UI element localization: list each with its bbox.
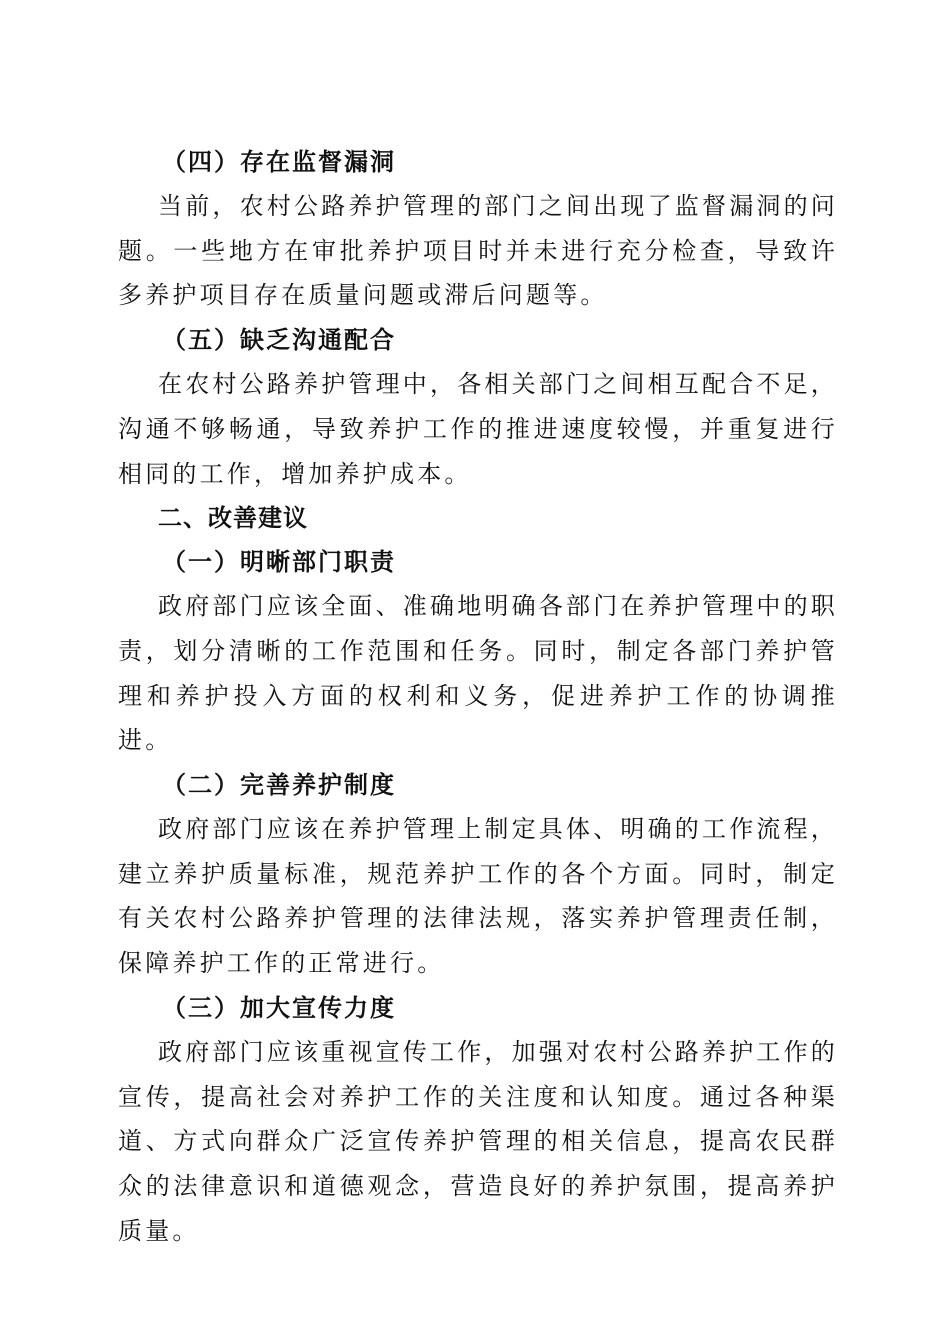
section-paragraph-improve-maintenance-system: 政府部门应该在养护管理上制定具体、明确的工作流程，建立养护质量标准，规范养护工作的各个方面。同时，制定有关农村公路养护管理的法律法规，落实养护管理责任制，保障养护工作的正常进行。 <box>118 815 838 978</box>
section-heading-clarify-responsibilities: （一）明晰部门职责 <box>162 547 396 577</box>
section-heading-lack-of-coordination: （五）缺乏沟通配合 <box>162 325 396 355</box>
part-heading-improvement-suggestions: 二、改善建议 <box>158 503 308 533</box>
section-paragraph-supervision-gaps: 当前，农村公路养护管理的部门之间出现了监督漏洞的问题。一些地方在审批养护项目时并未进行充分检查，导致许多养护项目存在质量问题或滞后问题等。 <box>118 192 838 310</box>
document-body <box>118 140 838 1253</box>
section-paragraph-increase-publicity: 政府部门应该重视宣传工作，加强对农村公路养护工作的宣传，提高社会对养护工作的关注度和认知度。通过各种渠道、方式向群众广泛宣传养护管理的相关信息，提高农民群众的法律意识和道德观念，营造良好的养护氛围，提高养护质量。 <box>118 1037 838 1245</box>
section-paragraph-clarify-responsibilities: 政府部门应该全面、准确地明确各部门在养护管理中的职责，划分清晰的工作范围和任务。同时，制定各部门养护管理和养护投入方面的权利和义务，促进养护工作的协调推进。 <box>118 592 838 755</box>
section-heading-increase-publicity: （三）加大宣传力度 <box>162 992 396 1022</box>
section-heading-improve-maintenance-system: （二）完善养护制度 <box>162 770 396 800</box>
section-paragraph-lack-of-coordination: 在农村公路养护管理中，各相关部门之间相互配合不足，沟通不够畅通，导致养护工作的推进速度较慢，并重复进行相同的工作，增加养护成本。 <box>118 370 838 488</box>
section-heading-supervision-gaps: （四）存在监督漏洞 <box>162 147 396 176</box>
